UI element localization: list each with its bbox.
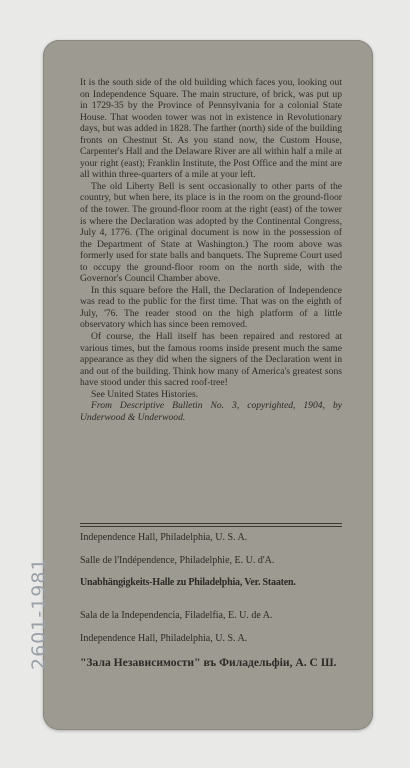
caption-french: Salle de l'Indépendence, Philadelphie, E. U. d'A. xyxy=(80,555,275,566)
paragraph-3: In this square before the Hall, the Declaration of Independence was read to the public for the first time. That was on the eighth of July, '76. The reader stood on the high platform of a little observatory which has since been removed. xyxy=(80,284,342,331)
divider-rule-top xyxy=(80,523,342,524)
paragraph-1: It is the south side of the old building which faces you, looking out on Independence Square. The main structure, of brick, was put up in 1729-35 by the Province of Pennsylvania for a colonial State House. That wooden tower was not in existence in Revolutionary days, but was added in 1828. The farther (north) side of the building fronts on Chestnut St. As you stand now, the Custom House, Carpenter's Hall and the Delaware River are all within half a mile at your right (east); Franklin Institute, the Post Office and the mint are all within three-quarters of a mile at your left. xyxy=(80,77,342,181)
paragraph-4: Of course, the Hall itself has been repaired and restored at various times, but the famous rooms inside present much the same appearance as they did when the signers of the Declaration went in and out of the building. Think how many of America's greatest sons have stood under this sacred roof-tree! xyxy=(80,331,342,389)
caption-russian: "Зала Независимости" въ Филадельфiи, А. С Ш. xyxy=(80,656,337,669)
paragraph-5: See United States Histories. xyxy=(91,388,199,400)
paragraph-2: The old Liberty Bell is sent occasionally to other parts of the country, but when here, its place is in the room on the ground-floor of the tower. The ground-floor room at the right (east) of the tower is where the Declaration was adopted by the Continental Congress, July 4, 1776. (The original document is now in the possession of the Department of State at Washington.) The room above was formerly used for state balls and banquets. The Supreme Court used to occupy the ground-floor room on the north side, with the Governor's Council Chamber above. xyxy=(80,180,342,285)
caption-english: Independence Hall, Philadelphia, U. S. A. xyxy=(80,532,248,543)
citation: From Descriptive Bulletin No. 3, copyrighted, 1904, by Underwood & Underwood. xyxy=(80,400,342,423)
divider-rule-bottom xyxy=(80,526,342,527)
caption-german: Unabhängigkeits-Halle zu Philadelphia, Ver. Staaten. xyxy=(80,577,296,588)
caption-spanish: Sala de la Independencia, Filadelfia, E. U. de A. xyxy=(80,610,273,621)
handwritten-catalog-number: 2601-1981 xyxy=(28,557,50,670)
caption-english-repeat: Independence Hall, Philadelphia, U. S. A. xyxy=(80,633,248,644)
description-text xyxy=(80,77,342,423)
